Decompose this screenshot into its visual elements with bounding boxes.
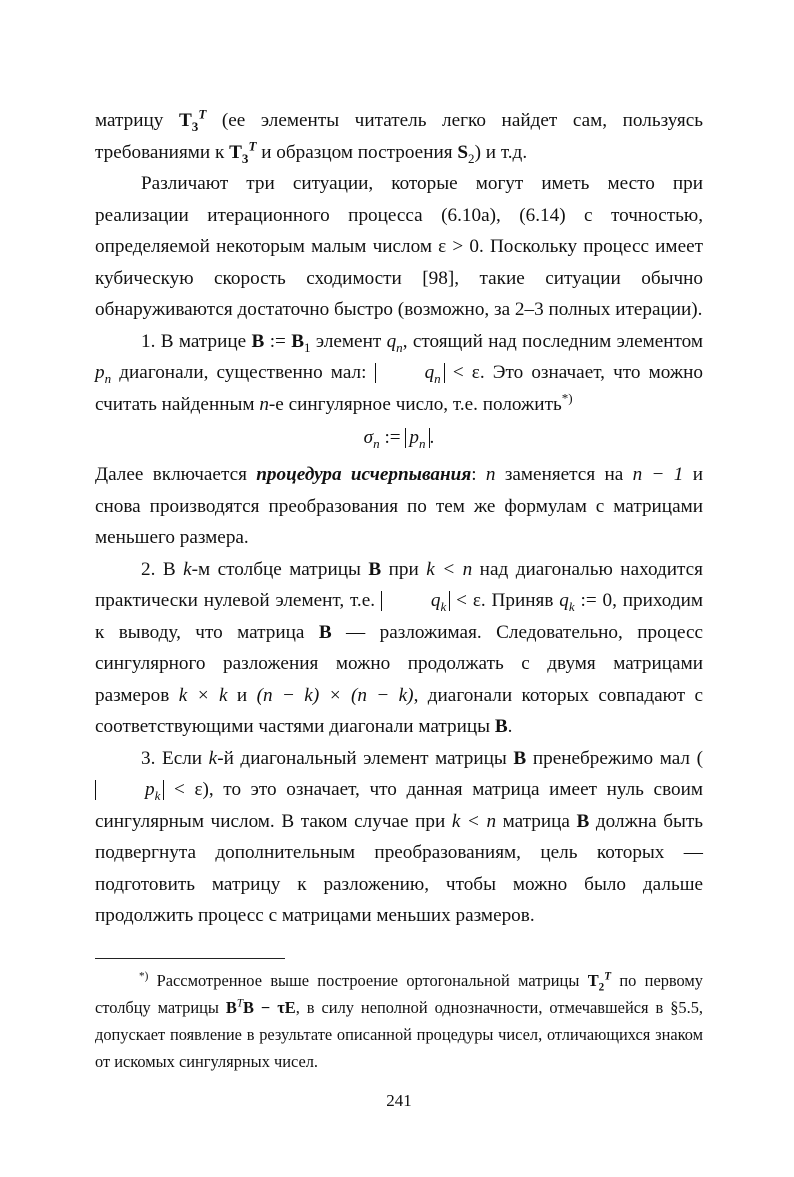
paragraph-4: Далее включается процедура исчерпывания: n заменяется на n − 1 и снова производятся преобразования по тем же формулам с матрицами меньшего размера. bbox=[95, 464, 703, 548]
paragraph-2: Различают три ситуации, которые могут иметь место при реализации итерационного процесса (6.10а), (6.14) с точностью, определяемой некоторым малым числом ε > 0. Поскольку процесс имеет кубическую скорость сходимости [98], такие ситуации обычно обнаруживаются достаточно быстро (возможно, за 2–3 полных итерации). bbox=[95, 173, 703, 320]
book-page bbox=[95, 105, 703, 1111]
footnote: *) Рассмотренное выше построение ортогональной матрицы $T_2^T$ по первому столбцу матрицы $B^TB - \tau E$, в силу неполной однозначности, отмечавшейся в §5.5, допускает появление в результате описанной процедуры чисел, отличающихся знаком от искомых сингулярных чисел. bbox=[95, 970, 703, 1071]
paragraph-1: матрицу $T_3^T$ (ее элементы читатель легко найдет сам, пользуясь требованиями к $T_3^T$ и образцом построения $S_2$) и т.д. bbox=[95, 106, 703, 166]
paragraph-6: 3. Если k-й диагональный элемент матрицы B пренебрежимо мал $(p_k < \varepsilon)$, то это означает, что данная матрица имеет нуль своим сингулярным числом. В таком случае при k < n матрица B должна быть подвергнута дополнительным преобразованиям, цель которых — подготовить матрицу к разложению, чтобы можно было дальше продолжить процесс с матрицами меньших размеров. bbox=[95, 747, 704, 926]
paragraph-5: 2. В k-м столбце матрицы B при k < n над диагональю находится практически нулевой элемент, т.е. $q_k < \varepsilon$. Приняв $q_k$ := 0, приходим к выводу, что матрица B — разложимая. Следовательно, процесс сингулярного разложения можно продолжать с двумя матрицами размеров k × k и (n − k) × (n − k), диагонали которых совпадают с соответствующими частями диагонали матрицы B. bbox=[95, 558, 703, 737]
paragraph-3: 1. В матрице B := $B_1$ элемент $q_n$, стоящий над последним элементом $p_n$ диагонали, существенно мал: $q_n < \varepsilon$. Это означает, что можно считать найденным n-е сингулярное число, т.е. положить*) bbox=[95, 330, 704, 415]
formula-sigma: $\sigma_n$ := $p_n$ . bbox=[363, 427, 435, 451]
page-number: 241 bbox=[386, 1090, 412, 1110]
footnote-divider bbox=[95, 958, 285, 959]
